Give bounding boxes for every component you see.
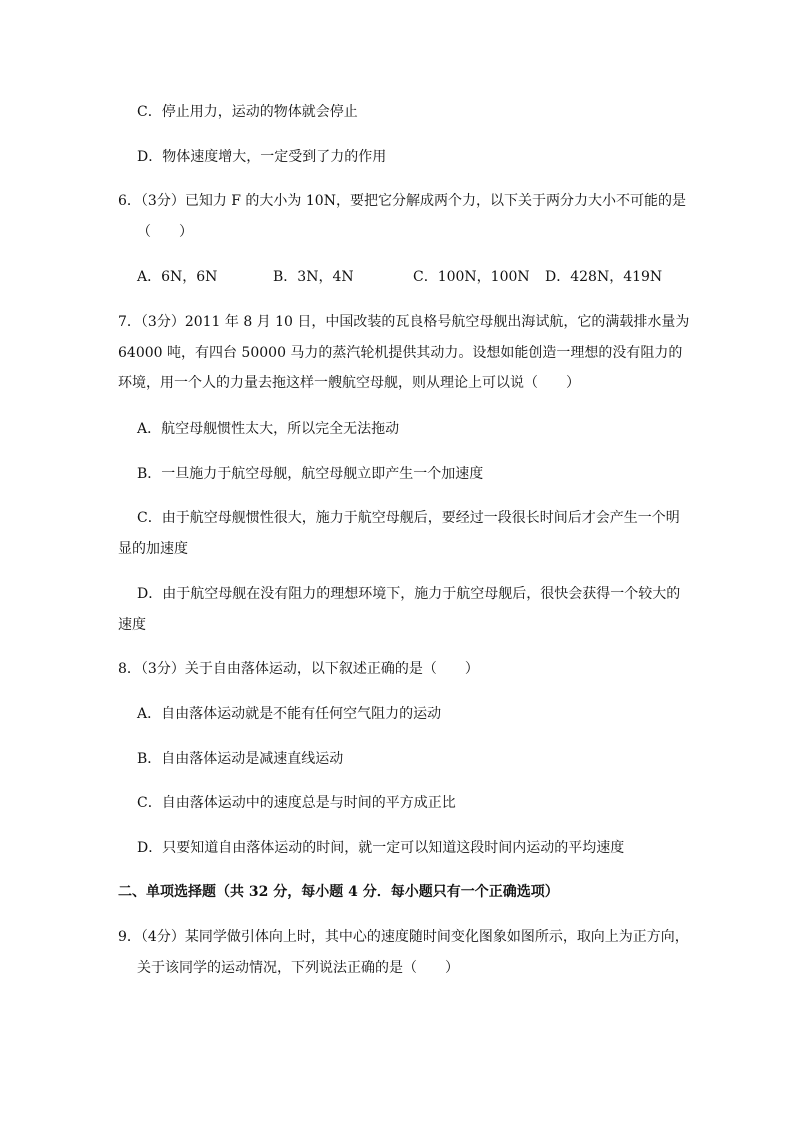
q6-stem-line2: （ ） — [137, 224, 193, 240]
q8-stem: 8．（3分）关于自由落体运动，以下叙述正确的是（ ） — [118, 661, 479, 677]
q7-option-c-line1: C．由于航空母舰惯性很大，施力于航空母舰后，要经过一段很长时间后才会产生一个明 — [137, 510, 680, 526]
q7-option-b: B．一旦施力于航空母舰，航空母舰立即产生一个加速度 — [137, 466, 484, 482]
q7-option-d-line1: D．由于航空母舰在没有阻力的理想环境下，施力于航空母舰后，很快会获得一个较大的 — [137, 586, 681, 602]
q9-stem-line1: 9．（4分）某同学做引体向上时，其中心的速度随时间变化图象如图所示，取向上为正方向， — [118, 929, 689, 945]
q8-option-b: B．自由落体运动是减速直线运动 — [137, 751, 344, 767]
q7-option-d-line2: 速度 — [118, 617, 146, 633]
q9-stem-line2: 关于该同学的运动情况，下列说法正确的是（ ） — [137, 960, 459, 976]
q6-option-c: C．100N，100N — [413, 269, 530, 285]
q5-option-c: C．停止用力，运动的物体就会停止 — [137, 104, 358, 120]
q8-option-d: D．只要知道自由落体运动的时间，就一定可以知道这段时间内运动的平均速度 — [137, 840, 625, 856]
q6-options — [137, 267, 697, 287]
section-heading: 二、单项选择题（共 32 分，每小题 4 分．每小题只有一个正确选项） — [118, 884, 559, 900]
q8-option-a: A．自由落体运动就是不能有任何空气阻力的运动 — [137, 706, 442, 722]
q8-option-c: C．自由落体运动中的速度总是与时间的平方成正比 — [137, 795, 456, 811]
q7-option-c-line2: 显的加速度 — [118, 541, 188, 557]
q5-option-d: D．物体速度增大，一定受到了力的作用 — [137, 149, 387, 165]
q6-stem-line1: 6．（3分）已知力 F 的大小为 10N，要把它分解成两个力，以下关于两分力大小不可能的是 — [118, 193, 686, 209]
q6-option-d: D．428N，419N — [545, 269, 663, 285]
q7-stem-line3: 环境，用一个人的力量去拖这样一艘航空母舰，则从理论上可以说（ ） — [118, 375, 580, 391]
q6-option-b: B．3N，4N — [273, 269, 354, 285]
q7-stem-line1: 7．（3分）2011 年 8 月 10 日，中国改装的瓦良格号航空母舰出海试航，它的满载排水量为 — [118, 314, 690, 330]
q6-option-a: A．6N，6N — [137, 269, 218, 285]
q7-stem-line2: 64000 吨，有四台 50000 马力的蒸汽轮机提供其动力。设想如能创造一理想的没有阻力的 — [118, 345, 683, 361]
q7-option-a: A．航空母舰惯性太大，所以完全无法拖动 — [137, 421, 400, 437]
